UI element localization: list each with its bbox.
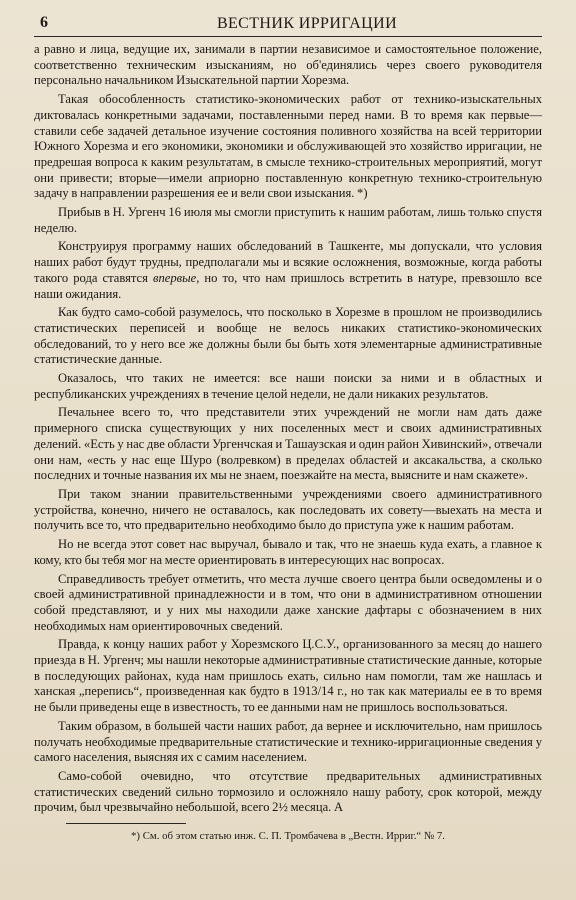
footnote: *) См. об этом статью инж. С. П. Тромбачева в „Вестн. Ирриг.“ № 7. xyxy=(131,830,445,843)
paragraph-1: а равно и лица, ведущие их, занимали в партии независимое и самостоятельное положение, соответственно техническим изысканиям, но об'единялись через своего руководителя персонально начальником Изыскательной партии Хорезма. xyxy=(34,42,542,88)
paragraph-4-text-a: Конструируя программу наших обследований в Ташкенте, мы допускали, что условия наших работ будут трудны, предполагали мы и всякие осложнения, возможные, когда работы такого рода ставятся xyxy=(34,239,542,285)
footnote-divider xyxy=(66,823,186,824)
paragraph-9: Но не всегда этот совет нас выручал, бывало и так, что не знаешь куда ехать, а главное к кому, кто бы тебя мог на месте ориентировать в интересующих нас вопросах. xyxy=(34,537,542,567)
paragraph-4-text-b: , но то, что нам пришлось встретить в натуре, превзошло все наши ожидания. xyxy=(34,270,542,301)
paragraph-12: Таким образом, в большей части наших работ, да вернее и исключительно, нам пришлось получать необходимые предварительные статистические и технико-ирригационные сведения у самого населения, выясняя их с самим населением. xyxy=(34,718,542,765)
paragraph-11: Правда, к концу наших работ у Хорезмского Ц.С.У., организованного за месяц до нашего приезда в Н. Ургенч; мы нашли некоторые административные статистические данные, которые в последующих районах, куда нам пришлось ехать, сильно нам помогли, там же нашлась и ханская „перепись“, произведенная как будто в 1913/14 г., но так как материалы ее в то время не были приведены еще в известность, то ее данными нам не пришлось воспользоваться. xyxy=(34,637,542,715)
journal-title: ВЕСТНИК ИРРИГАЦИИ xyxy=(216,15,398,32)
paragraph-4-emphasis: впервые xyxy=(152,270,197,285)
running-header xyxy=(34,14,542,37)
paragraph-5: Как будто само-собой разумелось, что посколько в Хорезме в прошлом не производились статистических переписей и вообще не велось никаких статистико-экономических обследований, то у него все же должны были бы быть хотя элементарные административные статистические данные. xyxy=(34,305,542,367)
page-number: 6 xyxy=(40,14,48,31)
paragraph-2: Такая обособленность статистико-экономических работ от технико-изыскательных диктовалась конкретными задачами, поставленными перед нами. В то время как первые—ставили себе задачей детальное изучение состояния поливного хозяйства на всей территории Южного Хорезма и его экономики, экономики и обслуживающей это хозяйство ирригации, не предрешая вопроса к каким результатам, в смысле технико-строительных мероприятий, могут они привести; вторые—имели априорно поставленную конкретную технико-строительную задачу в направлении разрешения ее и вели свои изыскания. *) xyxy=(34,92,542,201)
paragraph-3: Прибыв в Н. Ургенч 16 июля мы смогли приступить к нашим работам, лишь только спустя неделю. xyxy=(34,205,542,235)
paragraph-4 xyxy=(34,239,542,302)
article-body xyxy=(34,42,542,816)
paragraph-7: Печальнее всего то, что представители этих учреждений не могли нам дать даже примерного списка существующих у них поселенных мест и своих административных делений. «Есть у нас две области Ургенчская и Ташаузская и один район Хивинский», отвечали они нам, «есть у нас еще Шуро (волревком) в пределах областей и аксакальства, а сколько последних и точные названия их мы не знаем, поезжайте на места, выясните и нам скажете». xyxy=(34,405,542,483)
paragraph-13: Само-собой очевидно, что отсутствие предварительных административных статистических сведений сильно тормозило и осложняло нашу работу, срок которой, между прочим, был чрезвычайно небольшой, всего 2½ месяца. А xyxy=(34,768,542,815)
paragraph-10: Справедливость требует отметить, что места лучше своего центра были осведомлены и о своей административной принадлежности и в том, что они в административном отношении собой представляют, и у них мы находили даже ханские дафтары с обозначением в них необходимых нам ориентировочных сведений. xyxy=(34,571,542,633)
paragraph-8: При таком знании правительственными учреждениями своего административного устройства, конечно, ничего не оставалось, как последовать их совету—выехать на места и получить все то, что предварительно необходимо было до приступа уже к нашим работам. xyxy=(34,486,542,533)
paragraph-6: Оказалось, что таких не имеется: все наши поиски за ними и в областных и республиканских учреждениях в течение целой недели, не дали никаких результатов. xyxy=(34,371,542,401)
